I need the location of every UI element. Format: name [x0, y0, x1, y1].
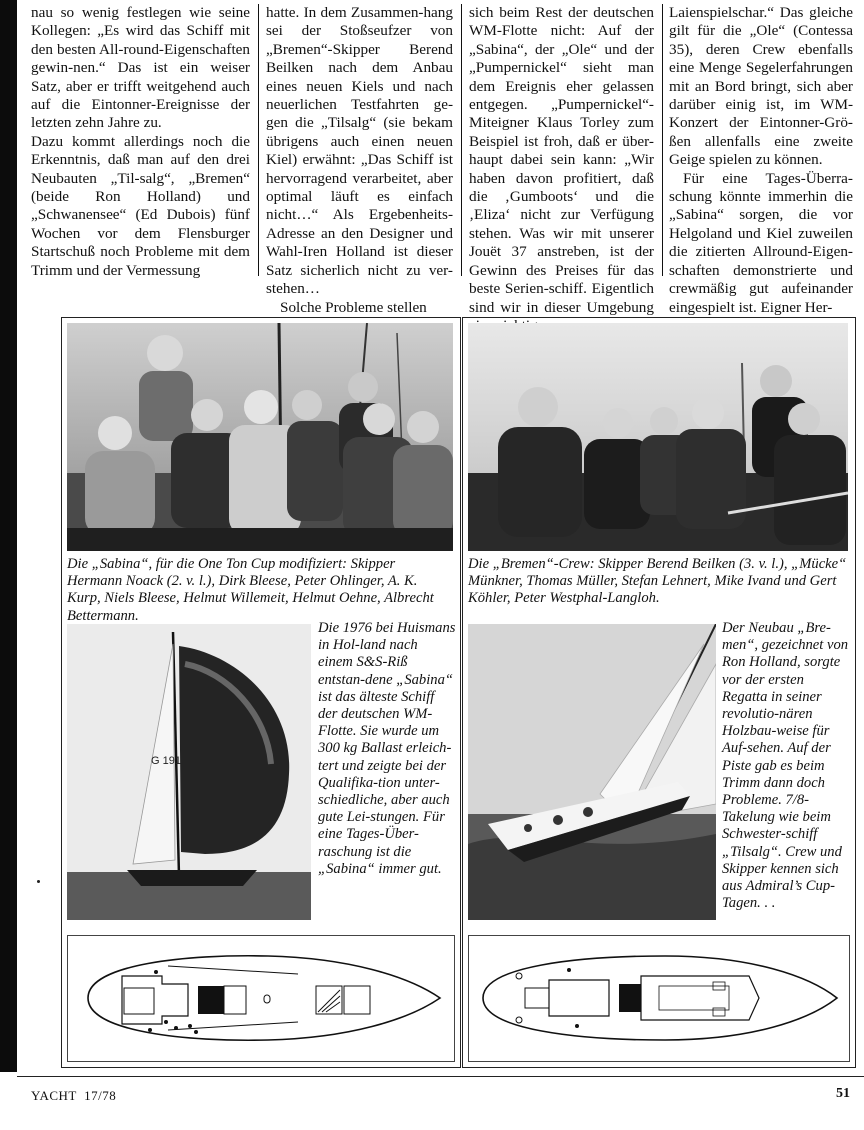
article-paragraph: hatte. In dem Zusammen-hang sei der Stoßseufzer von „Bremen“-Skipper Berend Beilken nach dem Anbau eines neuen Kiels und nach neuerlichen Testfahrten ge-gen die „Tilsalg“ (sie bekam übrigens auch einen neuen Kiel) erwähnt: „Das Schiff ist hervorragend verarbeitet, aber optimal läuft es einfach nicht…“ Als Ergebenheits-Adresse an den Designer und Wahl-Iren Holland ist dieser Satz sicherlich nicht zu ver-stehen… — [266, 4, 453, 298]
article-paragraph: Solche Probleme stellen — [280, 298, 427, 316]
sabina-sailing-photo — [67, 624, 311, 920]
bremen-crew-photo — [468, 323, 848, 551]
article-paragraph: sich beim Rest der deutschen WM-Flotte nicht: Auf der „Sabina“, der „Ole“ und der „Pumpernickel“ sieht man dem Ereignis eher gelassen entgegen. „Pumpernickel“-Miteigner Klaus Torley zum Beispiel ist froh, daß er über-haupt dabei sein kann: „Wir haben davon profitiert, daß die ‚Gumboots‘ und die ‚Eliza‘ nicht zur Verfügung stehen. Was wir mit unserer Jouët 37 anstreben, ist der Gewinn des Preises für das beste Serien-schiff. Eigentlich sind wir in dieser Umgebung — [469, 4, 654, 316]
sabina-sailing-caption: Die 1976 bei Huismans in Hol-land nach einem S&S-Riß entstan-dene „Sabina“ ist das älteste Schiff der deutschen WM-Flotte. Sie wurde um 300 kg Ballast erleich-tert und zeigte bei der Qualifika-tion unter-schiedliche, aber auch gute Lei-stungen. Für eine Tages-Über-raschung ist die „Sabina“ immer gut. — [318, 620, 456, 877]
article-paragraph: nau so wenig festlegen wie seine Kollegen: „Es wird das Schiff mit den besten All-round-Eigenschaften gewin-nen.“ Das ist ein weiser Satz, aber er trifft weitgehend auch auf die Eintonner-Ereignisse der letzten zehn Jahre zu. — [31, 4, 250, 132]
sabina-sailing-image — [67, 624, 311, 920]
article-column-3 — [469, 4, 654, 335]
sabina-crew-image — [67, 323, 453, 551]
page-speck — [37, 880, 40, 883]
article-paragraph: Dazu kommt allerdings noch die Erkenntnis, daß man auf den drei Neubauten „Til-salg“, „Bremen“ (beide Ron Holland) und „Schwanensee“ (Ed Dubois) fünf Wochen vor dem Flensburger Startschuß noch Probleme mit dem Trimm und der Vermessung — [31, 132, 250, 279]
footer-rule — [17, 1076, 864, 1077]
bremen-sailing-image — [468, 624, 716, 920]
article-paragraph: Für eine Tages-Überra-schung könnte immerhin die „Sabina“ sorgen, die vor Helgoland und Kiel zuweilen die zitierten Allround-Eigen-schaften demonstrierte und crewmäßig gut aufeinander eingespielt ist. Eigner Her- — [669, 169, 853, 316]
sabina-deck-plan-drawing — [68, 936, 454, 1061]
article-column-1 — [31, 4, 250, 280]
column-rule — [461, 4, 462, 276]
bremen-deck-plan-drawing — [469, 936, 849, 1061]
bremen-sailing-photo — [468, 624, 716, 920]
article-column-2 — [266, 4, 453, 317]
bremen-crew-image — [468, 323, 848, 551]
bremen-deck-plan — [468, 935, 850, 1062]
article-paragraph: Laienspielschar.“ Das gleiche gilt für die „Ole“ (Contessa 35), deren Crew ebenfalls eine Menge Segelerfahrungen mit an Bord bringt, sich aber darüber einig ist, im WM-Konzert der Eintonner-Grö-ßen allenfalls eine zweite Geige spielen zu können. — [669, 4, 853, 169]
sabina-crew-photo — [67, 323, 453, 551]
article-column-4 — [669, 4, 853, 317]
page-spine-bar — [0, 0, 17, 1072]
page-number: 51 — [836, 1086, 850, 1101]
bremen-sailing-caption: Der Neubau „Bre-men“, gezeichnet von Ron Holland, sorgte vor der ersten Regatta in seiner revolutio-nären Holzbau-weise für Auf-sehen. Auf der Piste gab es beim Trimm dann doch Probleme. 7/8-Takelung wie beim Schwester-schiff „Tilsalg“. Crew und Skipper kennen sich aus Admiral’s Cup-Tagen. . . — [722, 620, 849, 912]
column-rule — [258, 4, 259, 276]
bremen-crew-caption: Die „Bremen“-Crew: Skipper Berend Beilken (3. v. l.), „Mücke“ Münkner, Thomas Müller, Stefan Lehnert, Mike Ivand und Gert Köhler, Peter Westphal-Langloh. — [468, 556, 847, 607]
column-rule — [662, 4, 663, 276]
sabina-deck-plan — [67, 935, 455, 1062]
sail-number-label: G 191 — [151, 755, 181, 767]
sabina-crew-caption: Die „Sabina“, für die One Ton Cup modifiziert: Skipper Hermann Noack (2. v. l.), Dirk Bleese, Peter Ohlinger, A. K. Kurp, Niels Bleese, Helmut Willemeit, Helmut Oehne, Albrecht Bettermann. — [67, 556, 434, 624]
magazine-issue-label: YACHT 17/78 — [31, 1088, 117, 1103]
